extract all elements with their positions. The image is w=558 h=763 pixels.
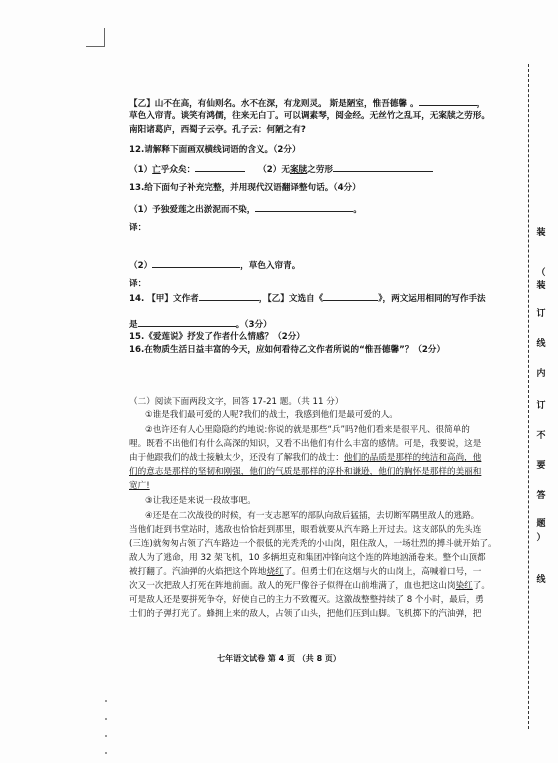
question-13-item-2: （2） ，草色入帘青。 <box>129 258 300 272</box>
reading-2-heading: （二）阅读下面两段文字，回答 17-21 题。（共 11 分） <box>129 397 344 407</box>
answer-blank[interactable] <box>255 202 353 212</box>
margin-char: （ <box>536 268 546 278</box>
paragraph-2-line-2: 哩。既看不出他们有什么高深的知识，又看不出他们有什么丰富的感情。可是，我要说，这是 <box>129 439 482 449</box>
passage-b-line-1: 【乙】山不在高，有仙则名。水不在深，有龙则灵。 斯是陋室，惟吾德馨 。 ， <box>129 96 485 110</box>
paragraph-4-line-2: 当他们赶到书堂站时，逃敌也恰恰赶到那里，眼看就要从汽车路上开过去。这支部队的先头连 <box>129 525 482 535</box>
answer-blank[interactable] <box>138 317 236 327</box>
translate-label-1: 译： <box>129 223 147 233</box>
answer-blank[interactable] <box>195 162 245 172</box>
margin-char: 答 <box>536 491 546 501</box>
underlined-word: 亡 <box>152 165 161 175</box>
paragraph-4-line-4: 敌人为了逃命，用 32 架飞机，10 多辆坦克和集团冲锋向这个连的阵地汹涌卷来。整个山顶都 <box>129 553 486 563</box>
question-12-title: 12.请解释下面画双横线词语的含义。（2分） <box>129 145 301 155</box>
answer-blank[interactable] <box>419 96 477 106</box>
question-13-title: 13.给下面句子补充完整，并用现代汉语翻译整句话。（4分） <box>129 183 361 193</box>
paragraph-4-line-7: 可是敌人还是要拼死争夺，好使自己的主力不致覆灭。这激战整整持续了 8 个小时，最后，勇 <box>129 595 484 605</box>
passage-b-line-3: 南阳诸葛庐，西蜀子云亭。孔子云：何陋之有? <box>129 125 306 135</box>
translate-label-2: 译： <box>129 279 147 289</box>
scan-speck <box>105 752 107 754</box>
margin-char: 装 <box>536 281 546 291</box>
binding-line <box>528 64 529 729</box>
margin-char: 题 <box>536 519 546 529</box>
margin-char: 线 <box>536 575 546 585</box>
scan-speck <box>105 718 107 720</box>
margin-char: 装 <box>536 228 546 238</box>
crop-mark <box>86 46 104 47</box>
question-12-items: （1）亡乎众矣： （2）无案牍之劳形 <box>129 162 433 176</box>
underlined-word: 案牍 <box>289 165 308 175</box>
margin-char: 内 <box>536 369 546 379</box>
crop-mark <box>104 28 105 47</box>
paragraph-2-line-3: 由于他跟我们的战士接触太少，还没有了解我们的战士：他们的品质是那样的纯洁和高尚，他 <box>129 453 482 463</box>
margin-char: 不 <box>536 431 546 441</box>
question-14-line-2: 是 。（3分） <box>129 317 272 331</box>
underlined-text: 他们的品质是那样的纯洁和高尚，他 <box>343 453 482 463</box>
answer-blank[interactable] <box>333 162 433 172</box>
answer-blank[interactable] <box>152 258 240 268</box>
question-13-item-1: （1）予独爱莲之出淤泥而不染， 。 <box>129 202 362 216</box>
margin-char: 要 <box>536 461 546 471</box>
paragraph-1: ①谁是我们最可爱的人呢?我们的战士，我感到他们是最可爱的人。 <box>145 410 398 420</box>
page-footer: 七年语文试卷 第 4 页 （共 8 页） <box>217 654 341 663</box>
question-16: 16.在物质生活日益丰富的今天，应如何看待乙文作者所说的“惟吾德馨”？（2分） <box>129 345 446 355</box>
answer-blank[interactable] <box>323 291 378 301</box>
paragraph-4-line-8: 士们的子弹打光了。蜂拥上来的敌人，占领了山头，把他们压到山脚。飞机掷下的汽油弹，把 <box>129 609 482 619</box>
paragraph-4-line-5: 被打翻了。汽油弹的火焰把这个阵地烧红了。但勇士们在这烟与火的山岗上，高喊着口号，一 <box>129 567 482 577</box>
margin-char: 线 <box>536 339 546 349</box>
paragraph-2-line-1: ②也许还有人心里隐隐约约地说:你说的就是那些“兵”吗?他们看来是很平凡、很简单的 <box>145 425 470 435</box>
passage-b-line-2: 草色入帘青。谈笑有鸿儒，往来无白丁。可以调素琴，阅金经。无丝竹之乱耳，无案牍之劳形。 <box>129 111 490 121</box>
underlined-word: 染红 <box>455 581 473 591</box>
question-15: 15.《爱莲说》抒发了作者什么情感？（2分） <box>129 332 305 342</box>
question-14-line-1: 14. 【甲】文作者 ，【乙】文选自《 》，两文运用相同的写作手法 <box>129 291 486 305</box>
paragraph-2-line-5: 宽广! <box>129 481 150 491</box>
scan-speck <box>105 700 107 702</box>
underlined-word: 烧红 <box>266 567 284 577</box>
margin-char: 订 <box>536 401 546 411</box>
paragraph-4-line-3: (三连)就匆匆占领了汽车路边一个很低的光秃秃的小山岗，阻住敌人，一场壮烈的搏斗就开始了。 <box>129 539 497 549</box>
answer-blank[interactable] <box>199 291 259 301</box>
scan-speck <box>105 735 107 737</box>
paragraph-2-line-4: 们的意志是那样的坚韧和刚强，他们的气质是那样的淳朴和谦逊，他们的胸怀是那样的美丽和 <box>129 467 482 477</box>
paragraph-3: ③让我还是来说一段故事吧。 <box>145 496 256 506</box>
margin-char: ） <box>536 533 546 543</box>
paragraph-4-line-1: ④还是在二次战役的时候，有一支志愿军的部队向敌后猛插，去切断军隅里敌人的逃路。 <box>145 511 480 521</box>
paragraph-4-line-6: 次又一次把敌人打死在阵地前面。敌人的死尸像谷子似得在山前堆满了，血也把这山岗染红了。 <box>129 581 490 591</box>
margin-char: 订 <box>536 309 546 319</box>
